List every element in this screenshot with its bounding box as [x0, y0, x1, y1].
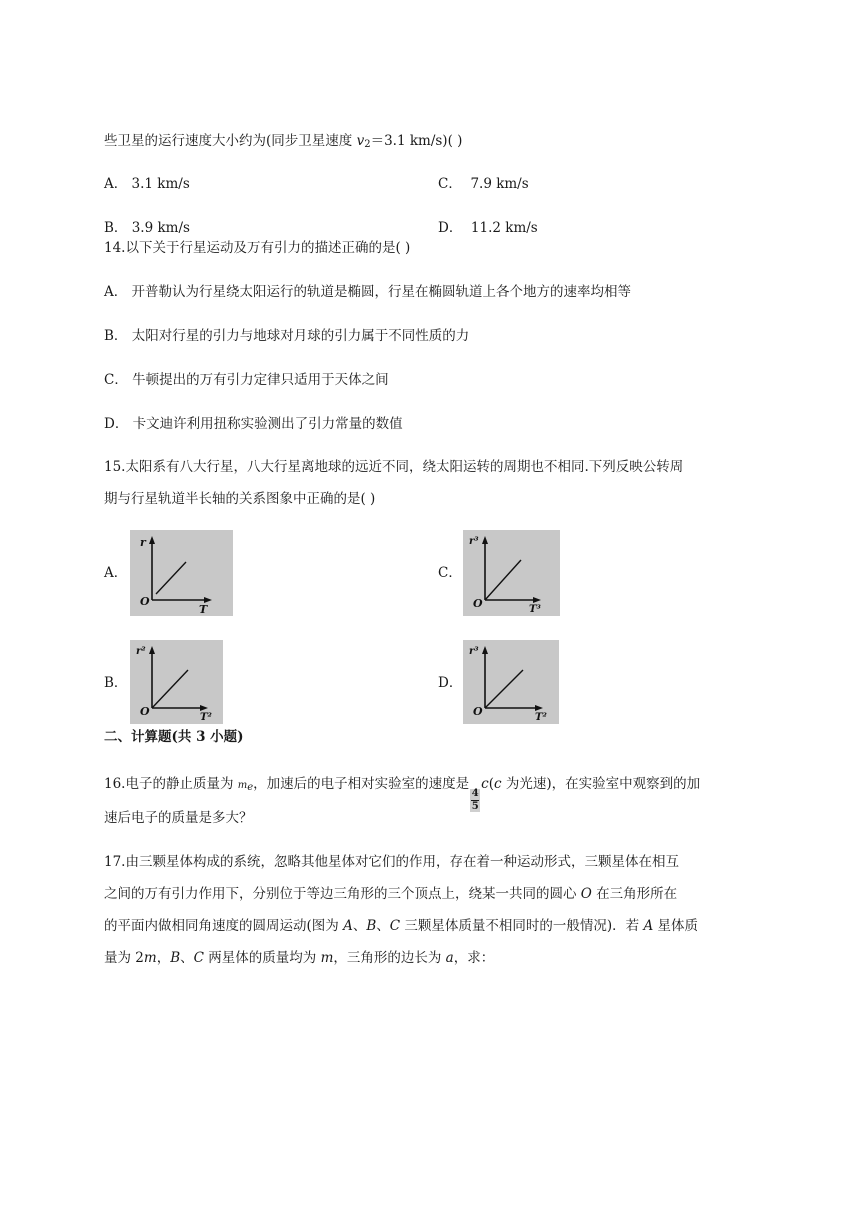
- q17-star-b2: B: [170, 950, 181, 966]
- q13-velocity-sub: 2: [364, 139, 371, 150]
- q15-graph-a-x-label: T: [199, 603, 208, 616]
- q15-option-d-letter[interactable]: D．: [438, 675, 463, 691]
- q17-line4-mid2: 两星体的质量均为: [203, 950, 321, 966]
- q17-sep2: 、: [376, 918, 390, 934]
- q13-velocity-var: v: [356, 133, 365, 149]
- q14-option-b[interactable]: B． 太阳对行星的引力与地球对月球的引力属于不同性质的力: [104, 328, 470, 344]
- q13-option-b-text: 3.9 km/s: [131, 220, 190, 236]
- q16-c-var: c: [481, 776, 489, 792]
- q13-option-a-text: 3.1 km/s: [131, 176, 190, 192]
- q15-option-c-letter[interactable]: C．: [438, 565, 462, 581]
- q15-graph-b-x-label: T²: [200, 712, 212, 723]
- q13-option-c-text: 7.9 km/s: [470, 176, 529, 192]
- q17-m1: m: [143, 950, 157, 966]
- q15-graph-b-y-label: r²: [136, 646, 146, 657]
- q16-pre: 16.电子的静止质量为: [104, 776, 238, 792]
- q15-option-b-letter[interactable]: B．: [104, 675, 128, 691]
- q17-line4-mid3: ，三角形的边长为: [333, 950, 446, 966]
- q13-stem: [104, 131, 462, 155]
- q17-line4-mid1: ，: [156, 950, 171, 966]
- q16-paren: (: [488, 776, 495, 792]
- q15-graph-d-origin: O: [473, 705, 483, 718]
- q15-graph-c-x-label: T³: [529, 604, 541, 615]
- q17-line2-pre: 之间的万有引力作用下，分别位于等边三角形的三个顶点上，绕某一共同的圆心: [104, 886, 581, 902]
- q17-m2: m: [320, 950, 334, 966]
- q17-line2: [104, 884, 677, 904]
- q14-stem: 14.以下关于行星运动及万有引力的描述正确的是( ): [104, 240, 411, 256]
- q15-option-a-letter[interactable]: A．: [104, 565, 128, 581]
- q13-option-d[interactable]: [438, 218, 538, 238]
- q17-sep3: 、: [180, 950, 194, 966]
- q15-graph-d-x-label: T²: [535, 712, 547, 723]
- q14-option-c[interactable]: C． 牛顿提出的万有引力定律只适用于天体之间: [104, 372, 389, 388]
- q16-c-var2: c: [494, 776, 502, 792]
- q17-sep1: 、: [352, 918, 367, 934]
- q17-line4: [104, 948, 494, 968]
- q16-line2: 速后电子的质量是多大？: [104, 810, 253, 826]
- q15-graph-c[interactable]: [463, 530, 560, 616]
- q15-graph-a-origin: O: [140, 595, 150, 608]
- q16-post: 为光速)，在实验室中观察到的加: [501, 776, 701, 792]
- q15-graph-d[interactable]: [463, 640, 559, 724]
- q16-fraction: [470, 789, 480, 812]
- q13-option-b[interactable]: [104, 218, 190, 238]
- q13-option-c[interactable]: [438, 174, 529, 194]
- q16-mass-sub: e: [247, 782, 254, 793]
- q16-mass-var: m: [237, 780, 248, 791]
- q15-graph-c-origin: O: [473, 597, 483, 610]
- q17-line3-pre: 的平面内做相同角速度的圆周运动(图为: [104, 918, 344, 934]
- q17-line1: 17.由三颗星体构成的系统，忽略其他星体对它们的作用，存在着一种运动形式，三颗星体在相互: [104, 854, 679, 870]
- q17-line3-post: 三颗星体质量不相同时的一般情况)．若: [400, 918, 644, 934]
- section-2-title: 二、计算题(共 3 小题): [104, 729, 244, 745]
- q13-stem-post: ＝3.1 km/s)( ): [370, 133, 463, 149]
- q13-stem-pre: 些卫星的运行速度大小约为(同步卫星速度: [104, 133, 357, 149]
- q17-star-c: C: [389, 918, 401, 934]
- q15-graph-b[interactable]: [130, 640, 223, 724]
- q17-star-a: A: [343, 918, 353, 934]
- q15-graph-a-y-label: r: [140, 536, 146, 549]
- q14-option-a[interactable]: A． 开普勒认为行星绕太阳运行的轨道是椭圆，行星在椭圆轨道上各个地方的速率均相等: [104, 284, 632, 300]
- q17-line4-end: ，求：: [453, 950, 495, 966]
- q15-graph-d-y-label: r³: [469, 646, 479, 657]
- q13-option-b-letter: B．: [104, 220, 128, 236]
- q14-option-d[interactable]: D． 卡文迪许利用扭称实验测出了引力常量的数值: [104, 416, 403, 432]
- q17-line4-pre: 量为 2: [104, 950, 144, 966]
- q15-stem-line2: 期与行星轨道半长轴的关系图象中正确的是( ): [104, 491, 376, 507]
- q13-option-a[interactable]: [104, 174, 190, 194]
- q17-star-a2: A: [643, 918, 654, 934]
- q15-graph-a[interactable]: [130, 530, 233, 616]
- q17-line3-end: 星体质: [653, 918, 698, 934]
- q17-line3: [104, 916, 698, 936]
- q17-star-c2: C: [193, 950, 204, 966]
- q15-graph-b-origin: O: [140, 705, 150, 718]
- q17-center-o: O: [580, 886, 592, 902]
- q13-option-d-letter: D．: [438, 220, 463, 236]
- q17-star-b: B: [366, 918, 377, 934]
- q13-option-d-text: 11.2 km/s: [470, 220, 538, 236]
- q13-option-a-letter: A．: [104, 176, 128, 192]
- q13-option-c-letter: C．: [438, 176, 462, 192]
- q16-mid: ，加速后的电子相对实验室的速度是: [253, 776, 470, 792]
- q16-line1: [104, 774, 700, 812]
- q15-stem-line1: 15.太阳系有八大行星，八大行星离地球的远近不同，绕太阳运转的周期也不相同.下列反映公转周: [104, 459, 684, 475]
- q15-graph-c-y-label: r³: [469, 536, 479, 547]
- q16-frac-den: 5: [471, 801, 479, 812]
- q16-frac-num: 4: [471, 788, 479, 799]
- q17-line2-post: 在三角形所在: [591, 886, 678, 902]
- q17-side-a: a: [445, 950, 454, 966]
